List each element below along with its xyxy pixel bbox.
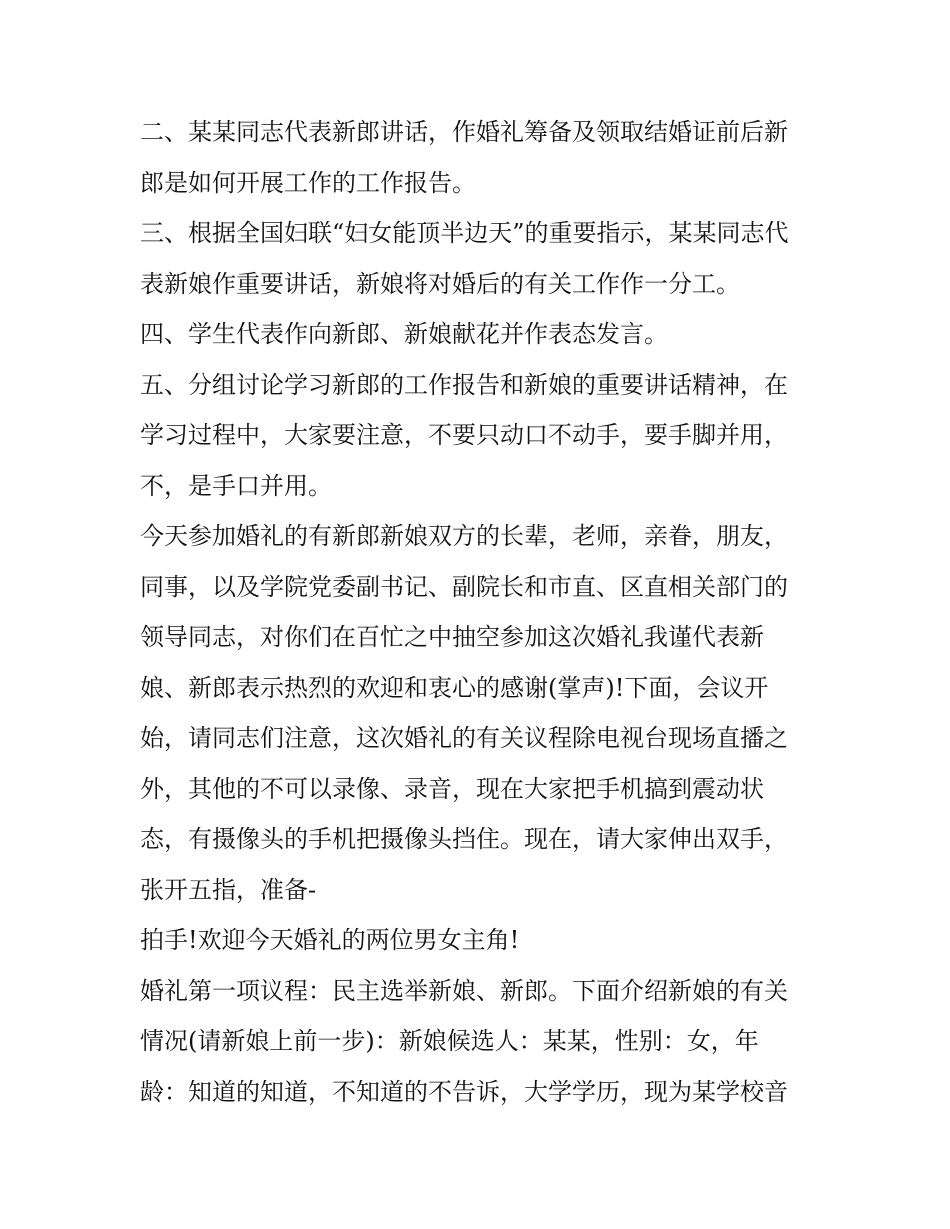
text-line: 学习过程中，大家要注意，不要只动口不动手，要手脚并用，	[140, 421, 788, 449]
text-line: 拍手!欢迎今天婚礼的两位男女主角!	[140, 926, 520, 954]
document-body	[140, 107, 820, 1117]
text-line: 情况(请新娘上前一步)：新娘候选人：某某，性别：女，年	[140, 1027, 759, 1055]
text-line: 不，是手口并用。	[140, 471, 332, 500]
text-line: 郎是如何开展工作的工作报告。	[140, 168, 476, 197]
text-line: 三、根据全国妇联“妇女能顶半边天”的重要指示，某某同志代	[140, 219, 789, 247]
text-line: 四、学生代表作向新郎、新娘献花并作表态发言。	[140, 320, 668, 348]
text-line: 表新娘作重要讲话，新娘将对婚后的有关工作作一分工。	[140, 269, 740, 298]
text-line: 同事，以及学院党委副书记、副院长和市直、区直相关部门的	[140, 572, 788, 601]
text-line: 始，请同志们注意，这次婚礼的有关议程除电视台现场直播之	[140, 724, 788, 752]
text-line: 五、分组讨论学习新郎的工作报告和新娘的重要讲话精神，在	[140, 370, 788, 399]
text-line: 张开五指，准备-	[140, 875, 317, 904]
text-line: 龄：知道的知道，不知道的不告诉，大学学历，现为某学校音	[140, 1077, 788, 1106]
text-line: 婚礼第一项议程：民主选举新娘、新郎。下面介绍新娘的有关	[140, 976, 788, 1005]
text-line: 态，有摄像头的手机把摄像头挡住。现在，请大家伸出双手，	[140, 825, 788, 853]
text-line: 娘、新郎表示热烈的欢迎和衷心的感谢(掌声)!下面，会议开	[140, 673, 769, 702]
text-line: 今天参加婚礼的有新郎新娘双方的长辈，老师，亲眷，朋友，	[140, 522, 788, 550]
text-line: 二、某某同志代表新郎讲话，作婚礼筹备及领取结婚证前后新	[140, 118, 788, 146]
text-line: 领导同志，对你们在百忙之中抽空参加这次婚礼我谨代表新	[140, 623, 764, 651]
text-line: 外，其他的不可以录像、录音，现在大家把手机搞到震动状	[140, 774, 764, 803]
